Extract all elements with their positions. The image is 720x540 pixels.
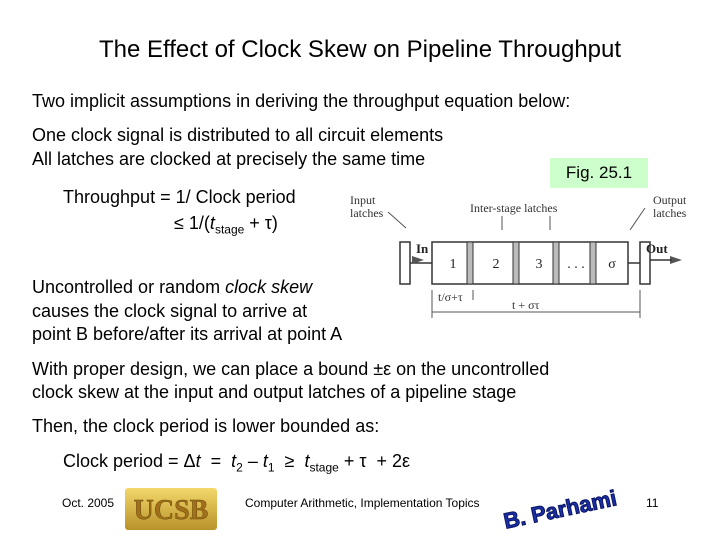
- figure-badge: Fig. 25.1: [550, 158, 648, 188]
- input-latch: [400, 242, 410, 284]
- inter-latch-2: [513, 242, 519, 284]
- ucsb-logo: [125, 488, 217, 530]
- t-var: t: [209, 213, 215, 233]
- inter-latch-4: [590, 242, 596, 284]
- inter-latch-3: [553, 242, 559, 284]
- formula-eq: =: [200, 451, 232, 471]
- t-sigma-label: t/σ+τ: [438, 290, 463, 304]
- output-label-2: latches: [653, 206, 687, 220]
- stage-3: 3: [535, 257, 543, 272]
- skew-line-2: causes the clock signal to arrive at: [32, 301, 308, 321]
- design-line-2: clock skew at the input and output latches of a pipeline stage: [32, 382, 517, 402]
- parhami-logo-text: B. Parhami: [501, 485, 619, 534]
- throughput-eq1: = 1/ Clock period: [160, 187, 296, 207]
- eq2-prefix: 1/(: [188, 213, 210, 233]
- stage-sigma: σ: [608, 257, 616, 272]
- skew-text-1: Uncontrolled or random: [32, 277, 226, 297]
- footer-date: Oct. 2005: [62, 496, 115, 510]
- throughput-line-2: [174, 212, 278, 241]
- slide-title: The Effect of Clock Skew on Pipeline Throughput: [98, 36, 622, 63]
- stage-1: 1: [449, 257, 457, 272]
- design-line-1: With proper design, we can place a bound ±ε on the uncontrolled: [32, 359, 550, 379]
- inter-stage-label: Inter-stage latches: [470, 201, 558, 215]
- stage-sub: stage: [214, 222, 245, 237]
- formula-tstage: t: [304, 451, 310, 471]
- formula-sub2: 2: [236, 460, 243, 475]
- input-label-1: Input: [350, 193, 376, 207]
- formula-t2: t: [231, 451, 237, 471]
- formula-t1: t: [262, 451, 268, 471]
- in-label: In: [416, 241, 429, 256]
- formula-minus: –: [242, 451, 263, 471]
- total-label: t + στ: [512, 298, 540, 312]
- eq2-suffix: + τ): [244, 213, 278, 233]
- pipeline-box: [432, 242, 628, 284]
- input-label-2: latches: [350, 206, 384, 220]
- formula-ge: ≥: [274, 451, 305, 471]
- formula-sub1: 1: [267, 460, 275, 475]
- page-number: 11: [646, 496, 659, 510]
- stage-dots: . . .: [567, 257, 585, 272]
- ucsb-logo-text: UCSB: [133, 495, 209, 526]
- parhami-logo: [501, 483, 619, 534]
- le-symbol: ≤: [174, 213, 184, 233]
- input-arrow: [388, 212, 406, 228]
- skew-line-3: point B before/after its arrival at point A: [32, 324, 343, 344]
- formula-label: Clock period = Δ: [63, 451, 196, 471]
- formula-t: t: [195, 451, 201, 471]
- clock-period-formula: [63, 450, 410, 479]
- footer-topic: Computer Arithmetic, Implementation Topics: [245, 496, 480, 510]
- output-label-1: Output: [653, 193, 687, 207]
- stage-2: 2: [492, 257, 500, 272]
- throughput-line-1: [63, 186, 296, 208]
- skew-term: clock skew: [225, 277, 313, 297]
- assumption-2: All latches are clocked at precisely the same time: [32, 149, 426, 169]
- assumption-1: One clock signal is distributed to all circuit elements: [32, 125, 444, 145]
- output-arrow: [630, 208, 645, 230]
- out-label: Out: [646, 241, 668, 256]
- pipeline-diagram: [340, 190, 710, 340]
- assumptions-intro: Two implicit assumptions in deriving the throughput equation below:: [32, 91, 571, 111]
- formula-tail: + τ + 2ε: [338, 451, 410, 471]
- inter-latch-1: [467, 242, 473, 284]
- bound-intro: Then, the clock period is lower bounded as:: [32, 416, 380, 436]
- throughput-lhs: Throughput: [63, 187, 156, 207]
- skew-line-1: [32, 276, 312, 298]
- formula-sub-stage: stage: [309, 460, 339, 475]
